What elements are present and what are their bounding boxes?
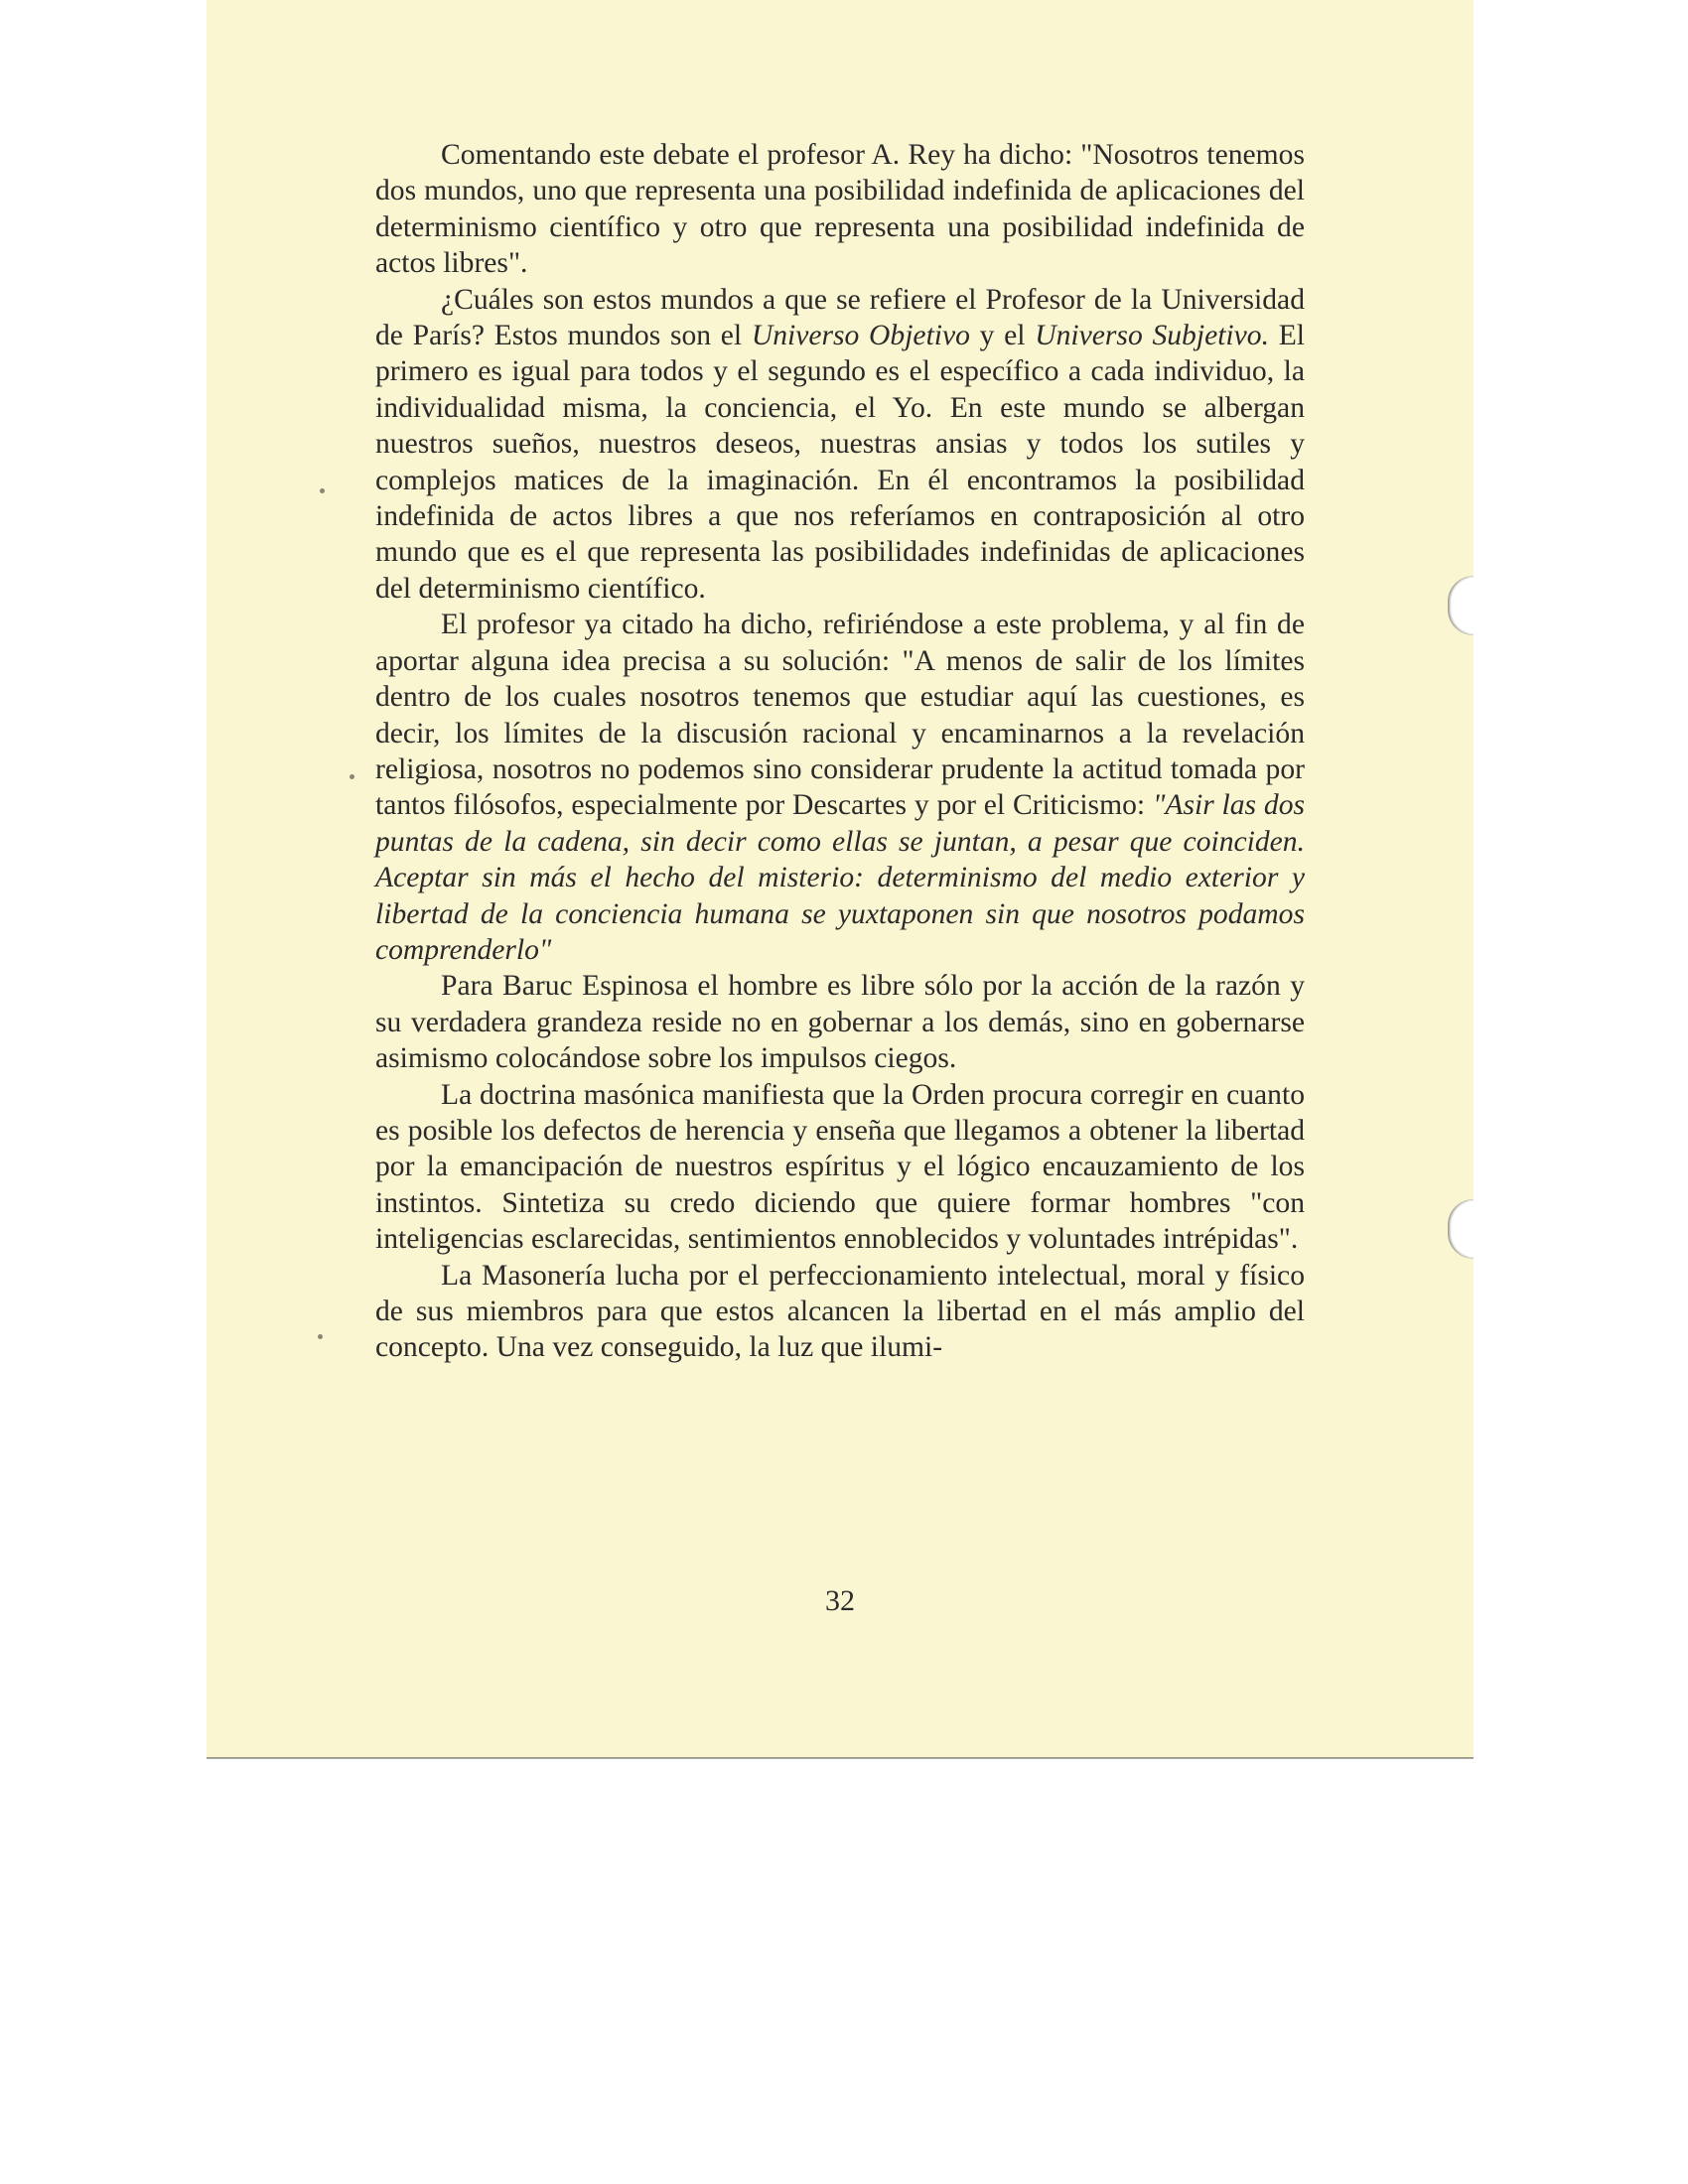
text-run: Comentando este debate el profesor A. Rey ha dicho: "Nosotros tenemos dos mundos, uno que representa una posibilidad indefinida de aplicaciones del determinismo científico y otro que representa una posibilidad indefinida de actos libres". bbox=[375, 139, 1305, 280]
punch-hole bbox=[1448, 1199, 1474, 1259]
italic-text: Universo Objetivo bbox=[751, 320, 970, 352]
text-run: La doctrina masónica manifiesta que la Orden procura corregir en cuanto es posible los defectos de herencia y enseña que llegamos a obtener la libertad por la emancipación de nuestros espíritus y el lógico encauzamiento de los instintos. Sintetiza su credo diciendo que quiere formar hombres "con inteligencias esclarecidas, sentimientos ennoblecidos y voluntades intrépidas". bbox=[375, 1078, 1305, 1256]
paragraph bbox=[375, 607, 1305, 968]
speck bbox=[320, 488, 325, 493]
text-run: y el bbox=[969, 320, 1036, 352]
paragraph bbox=[375, 968, 1305, 1076]
text-run: El primero es igual para todos y el segundo es el específico a cada individuo, la individualidad misma, la conciencia, el Yo. En este mundo se albergan nuestros sueños, nuestros deseos, nuestras ansias y todos los sutiles y complejos matices de la imaginación. En él encontramos la posibilidad indefinida de actos libres a que nos referíamos en contraposición al otro mundo que es el que representa las posibilidades indefinidas de aplicaciones del determinismo científico. bbox=[375, 320, 1305, 605]
scanned-page bbox=[207, 0, 1474, 1757]
paragraph bbox=[375, 137, 1305, 282]
paragraph bbox=[375, 282, 1305, 608]
speck bbox=[318, 1334, 323, 1339]
page-number: 32 bbox=[825, 1584, 855, 1617]
body-text bbox=[375, 137, 1305, 1366]
italic-text: "Asir las dos puntas de la cadena, sin decir como ellas se juntan, a pesar que coinciden. Aceptar sin más el hecho del misterio: determinismo del medio exterior y libertad de la conciencia humana se yuxtaponen sin que nosotros podamos comprenderlo" bbox=[375, 789, 1306, 966]
paragraph bbox=[375, 1077, 1305, 1258]
text-run: Para Baruc Espinosa el hombre es libre sólo por la acción de la razón y su verdadera grandeza reside no en gobernar a los demás, sino en gobernarse asimismo colocándose sobre los impulsos ciegos. bbox=[375, 970, 1305, 1075]
text-run: La Masonería lucha por el perfeccionamiento intelectual, moral y físico de sus miembros para que estos alcancen la libertad en el más amplio del concepto. Una vez conseguido, la luz que ilumi- bbox=[375, 1259, 1305, 1364]
speck bbox=[350, 774, 354, 779]
text-run: El profesor ya citado ha dicho, refiriéndose a este problema, y al fin de aportar alguna idea precisa a su solución: "A menos de salir de los límites dentro de los cuales nosotros tenemos que estudiar aquí las cuestiones, es decir, los límites de la discusión racional y encaminarnos a la revelación religiosa, nosotros no podemos sino considerar prudente la actitud tomada por tantos filósofos, especialmente por Descartes y por el Criticismo: bbox=[375, 609, 1305, 822]
punch-hole bbox=[1448, 576, 1474, 635]
text-run: ¿Cuáles son estos mundos a que se refiere el Profesor de la Universidad de París? Estos mundos son el bbox=[375, 283, 1305, 352]
italic-text: Universo Subjetivo. bbox=[1035, 320, 1269, 352]
paragraph bbox=[375, 1258, 1305, 1366]
